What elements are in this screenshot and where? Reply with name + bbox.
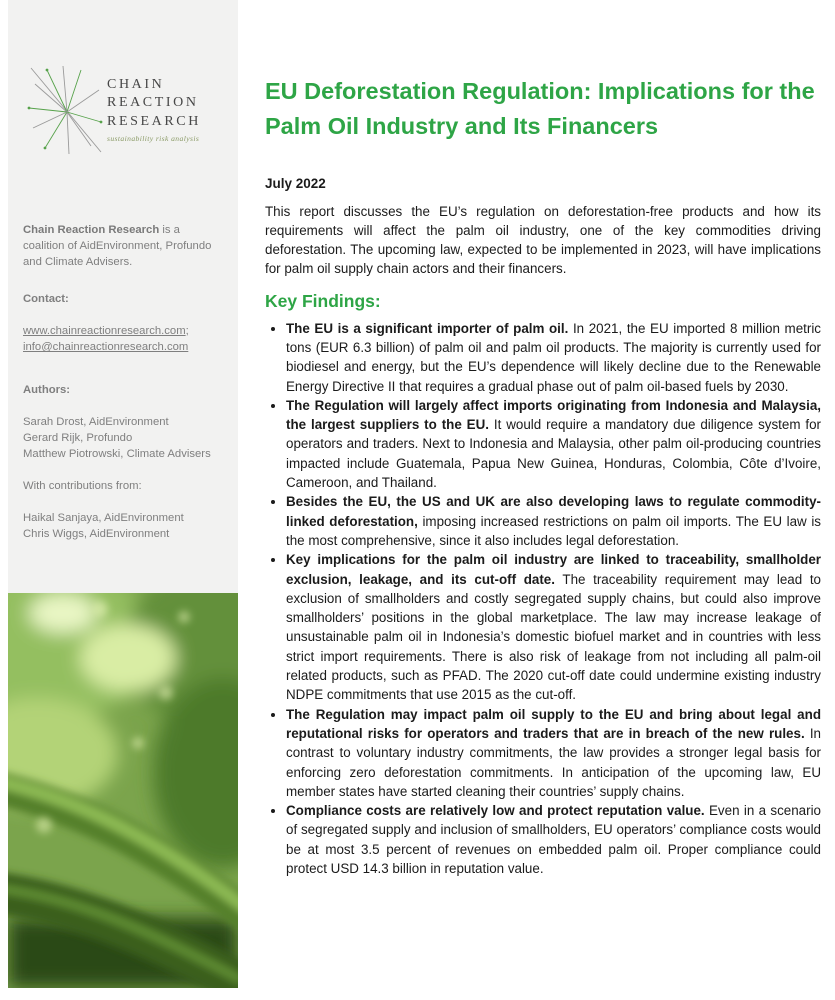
- crr-logo: [27, 64, 223, 156]
- contributors-list: [23, 510, 223, 542]
- finding-bold-lead: The Regulation may impact palm oil supply to the EU and bring about legal and reputational risks for operators and traders that are in breach of the new rules.: [286, 706, 821, 741]
- contributions-label: With contributions from:: [23, 480, 142, 493]
- forest-photo: [8, 593, 238, 988]
- contact-links: [23, 323, 223, 355]
- logo-tagline: sustainability risk analysis: [107, 133, 200, 143]
- contact-label: Contact:: [23, 293, 69, 306]
- finding-bold-lead: The Regulation will largely affect imports originating from Indonesia and Malaysia, the largest suppliers to the EU.: [286, 397, 821, 433]
- key-finding-item: [286, 801, 821, 878]
- sidebar-content: [8, 64, 238, 542]
- key-finding-item: [286, 492, 821, 550]
- key-findings-heading: Key Findings:: [265, 290, 381, 311]
- coalition-name: Chain Reaction Research: [23, 224, 160, 236]
- author-line: Sarah Drost, AidEnvironment: [23, 416, 169, 429]
- finding-text: Even in a scenario of segregated supply and inclusion of smallholders, EU operators’ compliance costs would be at most 3.5 percent of revenues on embedded palm oil. Proper compliance could protect USD 14.3 billion in reputation value.: [286, 803, 821, 876]
- key-finding-item: [286, 319, 821, 396]
- finding-text: In 2021, the EU imported 8 million metric tons (EUR 6.3 billion) of palm oil and palm oil products. The majority is currently used for biodiesel and energy, but the EU’s dependence will likely decline due to the Renewable Energy Directive II that requires a gradual phase out of palm oil-based fuels by 2030.: [286, 320, 821, 394]
- website-link[interactable]: www.chainreactionresearch.com: [23, 325, 186, 338]
- contributor-line: Chris Wiggs, AidEnvironment: [23, 528, 170, 541]
- forest-photo-image: [8, 593, 238, 988]
- report-date: July 2022: [265, 175, 326, 191]
- logo-word-reaction: REACTION: [107, 95, 199, 111]
- logo-word-research: RESEARCH: [107, 113, 201, 129]
- finding-bold-lead: The EU is a significant importer of palm oil.: [286, 320, 569, 336]
- email-link[interactable]: info@chainreactionresearch.com: [23, 341, 189, 354]
- logo-wordmark: [107, 76, 201, 143]
- author-line: Gerard Rijk, Profundo: [23, 432, 133, 445]
- finding-bold-lead: Compliance costs are relatively low and protect reputation value.: [286, 803, 705, 819]
- contributor-line: Haikal Sanjaya, AidEnvironment: [23, 512, 184, 525]
- report-intro: This report discusses the EU’s regulation on deforestation-free products and how its requirements will affect the palm oil industry, one of the key commodities driving deforestation. The upcoming law, expected to be implemented in 2023, will have implications for palm oil supply chain actors and their financers.: [265, 203, 821, 277]
- key-findings-list: [265, 319, 821, 879]
- finding-text: It would require a mandatory due diligence system for operators and traders. Next to Indonesia and Malaysia, other palm oil-producing countries impacted include Guatemala, Papua New Guinea, Honduras, Colombia, Côte d’Ivoire, Cameroon, and Thailand.: [286, 417, 821, 491]
- author-line: Matthew Piotrowski, Climate Advisers: [23, 448, 211, 461]
- authors-label: Authors:: [23, 384, 71, 397]
- key-finding-item: [286, 705, 821, 801]
- key-finding-item: [286, 396, 821, 492]
- report-title: EU Deforestation Regulation: Implications for the Palm Oil Industry and Its Financers: [265, 78, 815, 140]
- link-separator: ;: [185, 325, 189, 338]
- authors-list: [23, 414, 223, 462]
- finding-bold-lead: Besides the EU, the US and UK are also developing laws to regulate commodity-linked deforestation,: [286, 494, 821, 529]
- logo-starburst-icon: [27, 64, 105, 156]
- key-finding-item: [286, 550, 821, 704]
- finding-text: The traceability requirement may lead to exclusion of smallholders and costly segregated supply chains, but could also improve smallholders’ positions in the global marketplace. The law may increase leakage of unsustainable palm oil in Indonesia’s domestic biofuel market and in countries with less strict import requirements. There is also risk of leakage from not including all palm-oil related products, such as PFAD. The 2020 cut-off date could undermine existing industry NDPE commitments that use 2015 as the cut-off.: [286, 571, 821, 703]
- finding-bold-lead: Key implications for the palm oil industry are linked to traceability, smallholder exclusion, leakage, and its cut-off date.: [286, 552, 821, 587]
- coalition-description: [23, 222, 223, 270]
- sidebar: [8, 0, 238, 988]
- finding-text: imposing increased restrictions on palm oil imports. The EU law is the most comprehensive, since it also includes legal deforestation.: [286, 513, 821, 548]
- logo-word-chain: CHAIN: [107, 77, 165, 93]
- finding-text: In contrast to voluntary industry commitments, the law provides a stronger legal basis for enforcing zero deforestation commitments. In anticipation of the upcoming law, EU member states have started cleaning their countries’ supply chains.: [286, 725, 822, 799]
- coalition-description-text: is a coalition of AidEnvironment, Profundo and Climate Advisers.: [23, 224, 212, 269]
- report-body: [265, 0, 821, 878]
